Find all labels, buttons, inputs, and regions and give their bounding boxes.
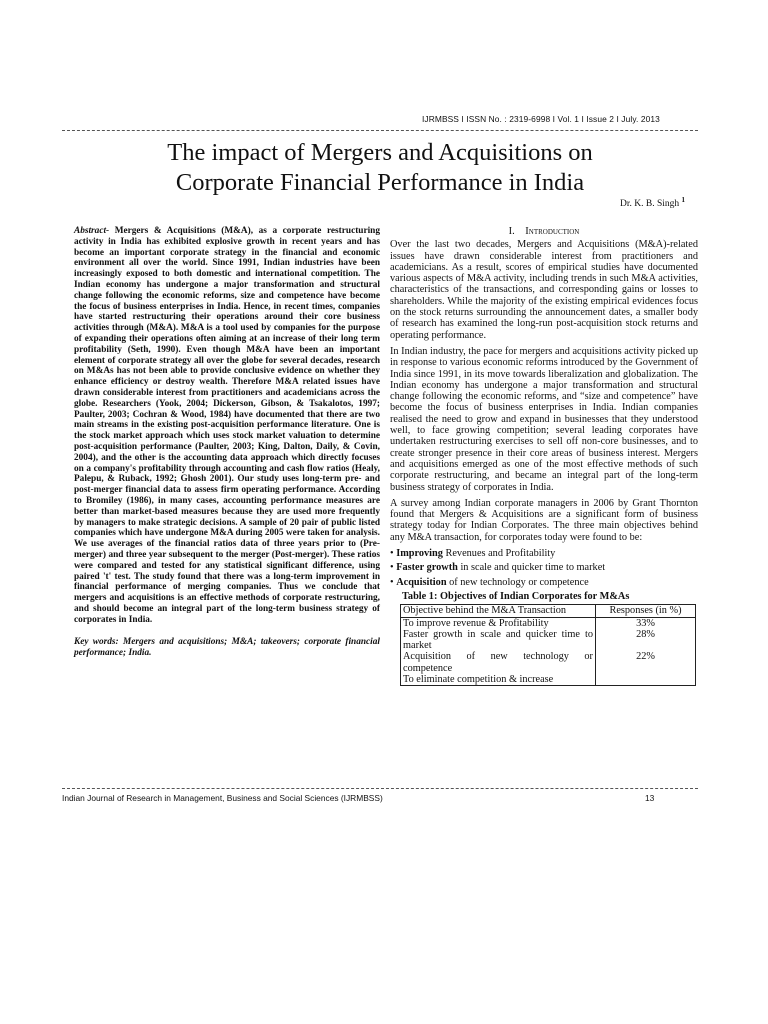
- table-header-row: [401, 605, 696, 617]
- author: [620, 196, 685, 209]
- footer-divider: [62, 788, 698, 789]
- objectives-list: [390, 548, 698, 588]
- keywords: Key words: Mergers and acquisitions; M&A; takeovers; corporate financial performance; India.: [74, 637, 380, 659]
- table-caption: Table 1: Objectives of Indian Corporates for M&As: [402, 590, 630, 602]
- table-row: [401, 629, 696, 652]
- table-cell-response: [596, 674, 696, 686]
- intro-paragraph-2: In Indian industry, the pace for mergers and acquisitions activity picked up in response to various economic reforms introduced by the Government of India since 1991, in its move towards liberalization and globalization. The Indian economy has undergone a major transformation and structural change following the economic reforms, and “size and competence” have become the focus of business enterprises in India. Indian companies realised the need to grow and expand in businesses that they understood well, to face growing competition; several leading corporates have undertaken restructuring exercises to sell off non-core businesses, and to create stronger presence in their core areas of business interest. Mergers and acquisitions emerged as one of the most effective methods of such corporate restructuring, and became an integral part of the long-term business strategy of corporates in India.: [390, 345, 698, 493]
- bullet-bold: Faster growth: [396, 562, 458, 574]
- list-item: [390, 577, 698, 588]
- table-cell-objective: Acquisition of new technology or competence: [401, 651, 596, 674]
- title-line-2: Corporate Financial Performance in India: [175, 169, 585, 196]
- table-header-objective: Objective behind the M&A Transaction: [401, 605, 596, 617]
- table-cell-response: 33%: [596, 617, 696, 629]
- list-item: [390, 548, 698, 559]
- section-number: I.: [508, 226, 515, 237]
- intro-paragraph-1: Over the last two decades, Mergers and Acquisitions (M&A)-related issues have drawn considerable interest from practitioners and academicians. As a result, scores of empirical studies have documented various aspects of M&A activity, including trends in such M&A activities, characteristics of the transactions, and corresponding gains or losses to shareholders. While the majority of the existing empirical evidences focus on the stock returns surrounding the announcement dates, a smaller body of research has examined the long-run post-acquisition stock returns and operating performance.: [390, 239, 698, 341]
- table-cell-objective: Faster growth in scale and quicker time to market: [401, 629, 596, 652]
- table-cell-objective: To eliminate competition & increase: [401, 674, 596, 686]
- table-header-responses: Responses (in %): [596, 605, 696, 617]
- journal-header: IJRMBSS I ISSN No. : 2319-6998 I Vol. 1 I Issue 2 I July. 2013: [422, 114, 660, 124]
- table-row: [401, 617, 696, 629]
- abstract: [74, 226, 380, 625]
- table-row: [401, 651, 696, 674]
- bullet-text: of new technology or competence: [446, 576, 589, 588]
- footer-journal-name: Indian Journal of Research in Management, Business and Social Sciences (IJRMBSS): [62, 793, 383, 803]
- bullet-text: in scale and quicker time to market: [457, 562, 606, 574]
- objectives-table: [400, 604, 696, 686]
- list-item: [390, 562, 698, 573]
- intro-paragraph-3: A survey among Indian corporate managers in 2006 by Grant Thornton found that Mergers & Acquisitions are a significant form of business strategy today for Indian Corporates. The three main objectives behind any M&A transaction, for corporates today were found to be:: [390, 497, 698, 543]
- bullet-bold: Acquisition: [396, 576, 447, 588]
- table-cell-response: 22%: [596, 651, 696, 674]
- paper-title: [62, 138, 698, 198]
- bullet-marker: •: [390, 562, 394, 574]
- bullet-marker: •: [390, 548, 394, 560]
- bullet-bold: Improving: [396, 548, 443, 560]
- abstract-column: [74, 226, 380, 659]
- section-heading: [390, 226, 698, 237]
- author-name: Dr. K. B. Singh: [620, 199, 680, 210]
- section-title: Introduction: [525, 226, 580, 237]
- title-line-1: The impact of Mergers and Acquisitions on: [167, 139, 593, 166]
- table-cell-objective: To improve revenue & Profitability: [401, 617, 596, 629]
- page-number: 13: [645, 793, 655, 803]
- author-affiliation-mark: 1: [681, 196, 685, 204]
- abstract-text: Mergers & Acquisitions (M&A), as a corporate restructuring activity in India has exhibited explosive growth in recent years and has become an important corporate strategy in the financial and economic environment all over the world. Since 1991, Indian industries have been increasingly exposed to both domestic and international competition. The Indian economy has undergone a major transformation and structural change following the economic reforms, size and competence have become the focus of business enterprises in India. Hence, in recent times, companies have started restructuring their operations around their core business activities through (M&A). M&A is a tool used by companies for the purpose of expanding their operations often aiming at an increase of their long term profitability (Seth, 1990). Even though M&A have been an important element of corporate strategy all over the globe for several decades, research on M&As has not been able to provide conclusive evidence on whether they enhance efficiency or destroy wealth. Therefore M&A related issues have drawn considerable interest from practitioners and academicians across the globe. Researchers (Yook, 2004; Dickerson, Gibson, & Tsakalotos, 1997; Paulter, 2003; Cochran & Wood, 1984) have documented that there are two main streams in the existing post-acquisition performance literature. One is the stock market approach which uses stock market valuation to determine post-acquisition performance (Paulter, 2003; King, Dalton, Daily, & Covin, 2004), and the other is the accounting data approach which directly focuses on a company's profitability through accounting and cash flow ratios (Healy, Palepu, & Ruback, 1992; Ghosh 2001). Our study uses long-term pre- and post-merger financial data to assess firm operating performance. According to Bromiley (1986), in many cases, accounting performance measures are better than market-based measures because they are used more frequently by managers to make strategic decisions. A sample of 20 pair of public listed companies which have undergone M&A during 2005 were taken for analysis. We use averages of the financial ratios data of three years prior to (Pre-merger) and three year subsequent to the merger (Post-merger). These ratios were compared and tested for any statistical significant difference, using paired 't' test. The study found that there was a long-term improvement in financial performance of merging companies. Thus we conclude that mergers and acquisitions is an effective methods of corporate restructuring, and should become an integral part of the long-term business strategy of corporates in India.: [74, 226, 380, 625]
- abstract-lead: Abstract-: [74, 226, 110, 236]
- introduction-column: [390, 226, 698, 686]
- header-divider: [62, 130, 698, 131]
- table-cell-response: 28%: [596, 629, 696, 652]
- table-row: [401, 674, 696, 686]
- bullet-marker: •: [390, 576, 394, 588]
- bullet-text: Revenues and Profitability: [442, 548, 556, 560]
